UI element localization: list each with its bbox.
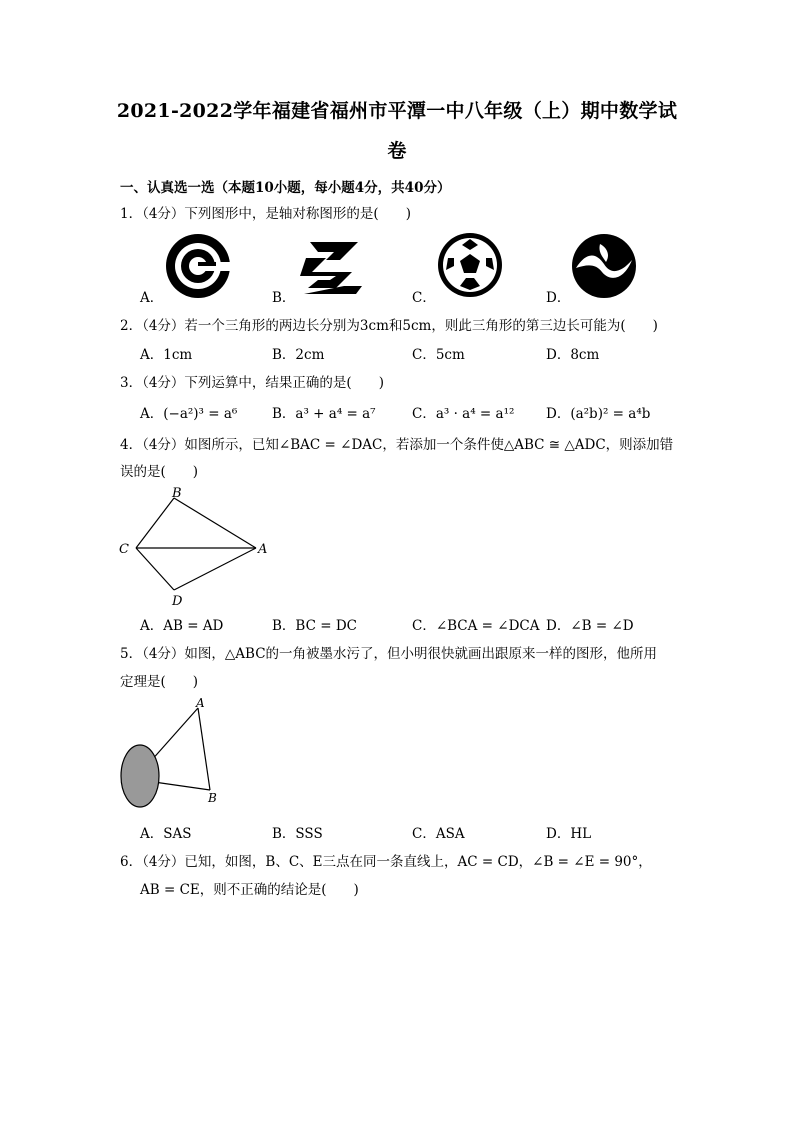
q4-option-d: D．∠B = ∠D bbox=[546, 618, 634, 634]
q5-option-b: B．SSS bbox=[272, 826, 323, 842]
q1-option-b: B． bbox=[272, 290, 296, 306]
question-1-stem: 1．（4分）下列图形中，是轴对称图形的是( ) bbox=[120, 206, 411, 222]
q3-option-b: B．a³ + a⁴ = a⁷ bbox=[272, 406, 376, 422]
q4-option-a: A．AB = AD bbox=[140, 618, 224, 634]
question-5-stem: 5．（4分）如图，△ABC的一角被墨水污了，但小明很快就画出跟原来一样的图形，他所用 bbox=[120, 646, 658, 662]
q3-option-a: A．(−a²)³ = a⁶ bbox=[140, 406, 238, 422]
q1-option-a: A． bbox=[140, 290, 164, 306]
q2-option-b: B．2cm bbox=[272, 347, 325, 363]
point-label-c: C bbox=[119, 542, 129, 557]
q4-option-b: B．BC = DC bbox=[272, 618, 357, 634]
question-6-stem-continued: AB = CE，则不正确的结论是( ) bbox=[140, 882, 359, 898]
wave-circle-logo-icon bbox=[570, 232, 640, 302]
point-label-b: B bbox=[208, 791, 217, 805]
page-title-continued: 卷 bbox=[387, 140, 407, 162]
point-label-b: B bbox=[172, 486, 182, 501]
q5-option-c: C．ASA bbox=[412, 826, 465, 842]
q4-option-c: C．∠BCA = ∠DCA bbox=[412, 618, 540, 634]
question-2-stem: 2．（4分）若一个三角形的两边长分别为3cm和5cm，则此三角形的第三边长可能为( ) bbox=[120, 318, 658, 334]
question-3-stem: 3．（4分）下列运算中，结果正确的是( ) bbox=[120, 375, 384, 391]
s-bank-logo-icon bbox=[296, 236, 368, 300]
q2-option-d: D．8cm bbox=[546, 347, 600, 363]
question-5-stem-continued: 定理是( ) bbox=[120, 674, 199, 690]
section-heading: 一、认真选一选（本题10小题，每小题4分，共40分） bbox=[120, 180, 451, 196]
spiral-logo-icon bbox=[160, 232, 240, 302]
question-4-stem-continued: 误的是( ) bbox=[120, 464, 199, 480]
q5-option-a: A．SAS bbox=[140, 826, 192, 842]
q3-option-c: C．a³ · a⁴ = a¹² bbox=[412, 406, 515, 422]
point-label-a: A bbox=[258, 542, 268, 557]
q1-option-c: C． bbox=[412, 290, 436, 306]
quadrilateral-abcd-figure bbox=[116, 486, 276, 610]
q2-option-c: C．5cm bbox=[412, 347, 465, 363]
point-label-a: A bbox=[196, 696, 205, 710]
q3-option-d: D．(a²b)² = a⁴b bbox=[546, 406, 651, 422]
football-logo-icon bbox=[436, 230, 506, 300]
q5-option-d: D．HL bbox=[546, 826, 592, 842]
q1-option-d: D． bbox=[546, 290, 571, 306]
q2-option-a: A．1cm bbox=[140, 347, 193, 363]
point-label-d: D bbox=[172, 594, 183, 609]
ink-stain-blob bbox=[121, 745, 159, 807]
question-4-stem: 4．（4分）如图所示，已知∠BAC = ∠DAC，若添加一个条件使△ABC ≅ △ADC，则添加错 bbox=[120, 437, 674, 453]
question-6-stem: 6．（4分）已知，如图，B、C、E三点在同一条直线上，AC = CD，∠B = ∠E = 90°， bbox=[120, 854, 652, 870]
ink-stained-triangle-figure bbox=[116, 694, 226, 814]
page-title: 2021-2022学年福建省福州市平潭一中八年级（上）期中数学试 bbox=[116, 100, 678, 122]
